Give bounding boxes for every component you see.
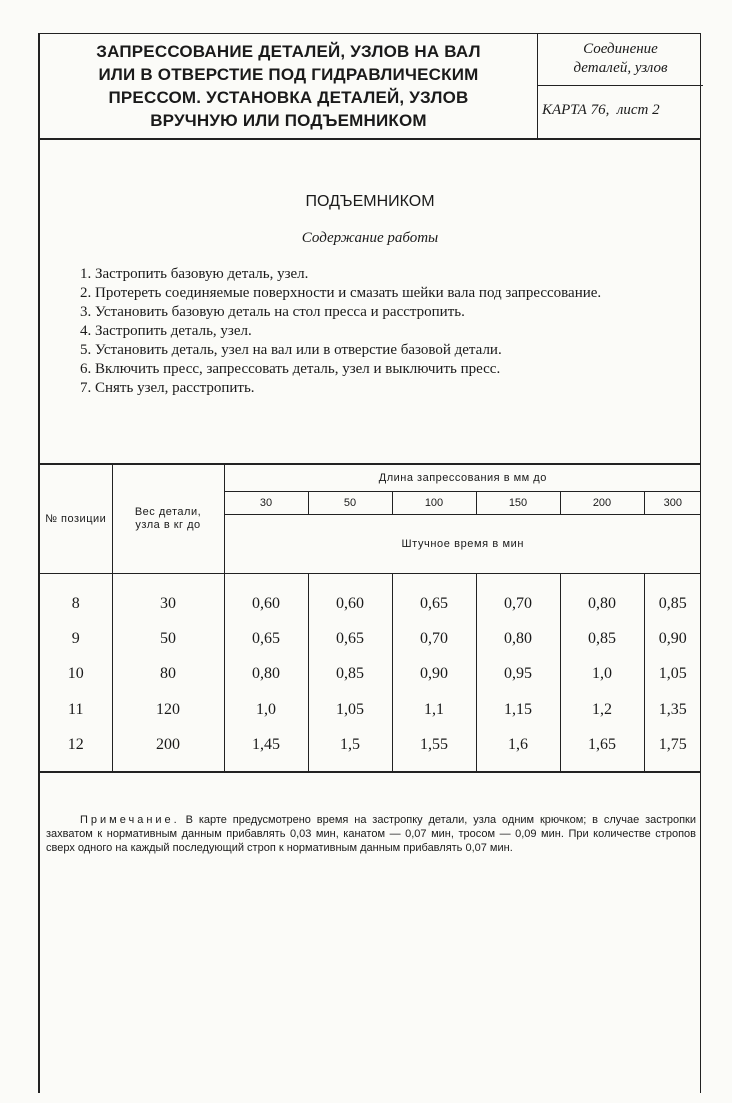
card-title	[40, 40, 537, 132]
length-value: 200	[560, 492, 644, 515]
weight-cell: 80	[112, 657, 224, 693]
work-step: 4. Застропить деталь, узел.	[80, 323, 252, 339]
time-cell: 1,15	[476, 692, 560, 728]
note-label: Примечание.	[80, 814, 180, 826]
time-cell: 1,5	[308, 728, 392, 773]
table-row	[40, 692, 701, 728]
time-cell: 0,65	[224, 621, 308, 657]
position-cell: 11	[40, 692, 112, 728]
note-text: В карте предусмотрено время на застропку детали, узла одним крючком; в случае застропки захватом к нормативным данным прибавлять 0,03 мин, канатом — 0,07 мин, тросом — 0,09 мин. При количестве стропов сверх одного на каждый последующий строп к нормативным данным прибавлять 0,07 мин.	[46, 814, 696, 854]
time-cell: 0,70	[476, 574, 560, 622]
card-number	[542, 102, 702, 119]
position-column-header: № позиции	[40, 464, 112, 574]
length-header: Длина запрессования в мм до	[224, 464, 701, 492]
time-cell: 0,65	[308, 621, 392, 657]
time-cell: 1,75	[644, 728, 701, 773]
time-cell: 1,1	[392, 692, 476, 728]
table-row	[40, 574, 701, 622]
section-title: ПОДЪЕМНИКОМ	[305, 193, 435, 210]
sheet-label: лист 2	[616, 102, 660, 118]
length-value: 300	[644, 492, 701, 515]
footnote	[46, 813, 696, 855]
time-cell: 0,85	[560, 621, 644, 657]
weight-column-header: Вес детали, узла в кг до	[112, 464, 224, 574]
time-cell: 0,65	[392, 574, 476, 622]
category	[538, 34, 703, 86]
time-cell: 0,90	[392, 657, 476, 693]
time-cell: 0,85	[308, 657, 392, 693]
length-value: 100	[392, 492, 476, 515]
time-cell: 1,05	[644, 657, 701, 693]
work-content-title: Содержание работы	[301, 230, 439, 246]
title-line: ПРЕССОМ. УСТАНОВКА ДЕТАЛЕЙ, УЗЛОВ	[108, 88, 469, 107]
time-cell: 1,35	[644, 692, 701, 728]
table-row	[40, 657, 701, 693]
weight-cell: 50	[112, 621, 224, 657]
card-header	[40, 33, 700, 140]
length-value: 150	[476, 492, 560, 515]
title-line: ВРУЧНУЮ ИЛИ ПОДЪЕМНИКОМ	[150, 111, 427, 130]
position-cell: 10	[40, 657, 112, 693]
weight-cell: 30	[112, 574, 224, 622]
work-step: 1. Застропить базовую деталь, узел.	[80, 266, 309, 282]
work-step: 6. Включить пресс, запрессовать деталь, узел и выключить пресс.	[80, 361, 501, 377]
title-line: ИЛИ В ОТВЕРСТИЕ ПОД ГИДРАВЛИЧЕСКИМ	[98, 65, 479, 84]
time-cell: 1,05	[308, 692, 392, 728]
time-cell: 0,80	[476, 621, 560, 657]
length-value: 50	[308, 492, 392, 515]
category-line: Соединение	[583, 41, 658, 57]
work-steps	[46, 265, 698, 398]
position-cell: 9	[40, 621, 112, 657]
weight-cell: 200	[112, 728, 224, 773]
weight-cell: 120	[112, 692, 224, 728]
time-cell: 0,60	[224, 574, 308, 622]
time-cell: 1,0	[560, 657, 644, 693]
time-cell: 1,65	[560, 728, 644, 773]
time-cell: 0,90	[644, 621, 701, 657]
table-row	[40, 621, 701, 657]
work-step: 7. Снять узел, расстропить.	[80, 380, 255, 396]
time-cell: 0,80	[224, 657, 308, 693]
time-cell: 1,0	[224, 692, 308, 728]
time-cell: 0,95	[476, 657, 560, 693]
time-norms-table	[40, 463, 701, 773]
time-cell: 0,70	[392, 621, 476, 657]
work-step: 2. Протереть соединяемые поверхности и смазать шейки вала под запрессование.	[80, 285, 602, 301]
time-cell: 0,80	[560, 574, 644, 622]
time-cell: 1,2	[560, 692, 644, 728]
position-cell: 12	[40, 728, 112, 773]
time-cell: 1,6	[476, 728, 560, 773]
card-label: КАРТА 76,	[542, 102, 610, 118]
page	[38, 33, 701, 1093]
table-row	[40, 728, 701, 773]
work-step: 5. Установить деталь, узел на вал или в отверстие базовой детали.	[80, 342, 502, 358]
time-header: Штучное время в мин	[224, 515, 701, 574]
length-value: 30	[224, 492, 308, 515]
time-cell: 0,85	[644, 574, 701, 622]
position-cell: 8	[40, 574, 112, 622]
work-step: 3. Установить базовую деталь на стол пресса и расстропить.	[80, 304, 465, 320]
time-cell: 1,45	[224, 728, 308, 773]
title-line: ЗАПРЕССОВАНИЕ ДЕТАЛЕЙ, УЗЛОВ НА ВАЛ	[96, 42, 481, 61]
header-meta	[537, 34, 703, 139]
time-cell: 0,60	[308, 574, 392, 622]
category-line: деталей, узлов	[573, 60, 668, 76]
time-cell: 1,55	[392, 728, 476, 773]
